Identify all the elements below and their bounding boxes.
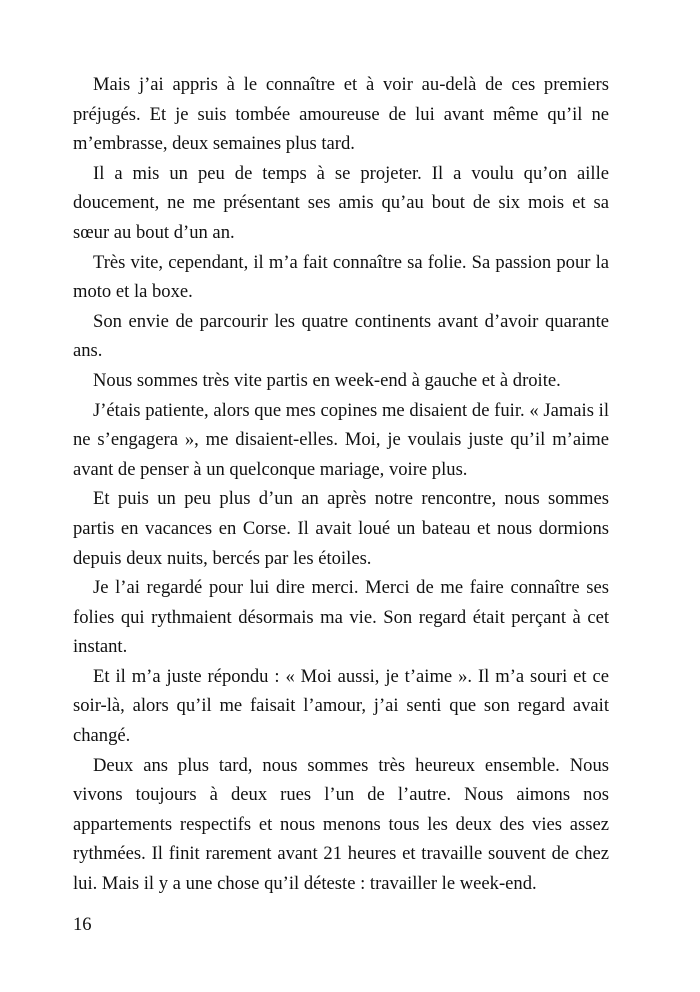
page-body (73, 70, 609, 899)
paragraph: Deux ans plus tard, nous sommes très heureux ensemble. Nous vivons toujours à deux rues l’un de l’autre. Nous aimons nos appartements respectifs et nous menons tous les deux des vies assez rythmées. Il finit rarement avant 21 heures et travaille souvent de chez lui. Mais il y a une chose qu’il déteste : travailler le week-end. (73, 754, 609, 895)
paragraph: Il a mis un peu de temps à se projeter. Il a voulu qu’on aille doucement, ne me présentant ses amis qu’au bout de six mois et sa sœur au bout d’un an. (73, 162, 609, 243)
paragraph: Nous sommes très vite partis en week-end à gauche et à droite. (93, 369, 561, 391)
paragraph: Très vite, cependant, il m’a fait connaître sa folie. Sa passion pour la moto et la boxe. (73, 251, 609, 303)
page-number: 16 (73, 914, 92, 935)
paragraph: Je l’ai regardé pour lui dire merci. Merci de me faire connaître ses folies qui rythmaient désormais ma vie. Son regard était perçant à cet instant. (73, 577, 609, 658)
paragraph: Et il m’a juste répondu : « Moi aussi, je t’aime ». Il m’a souri et ce soir-là, alors qu’il me faisait l’amour, j’ai senti que son regard avait changé. (73, 665, 609, 747)
paragraph: Et puis un peu plus d’un an après notre rencontre, nous sommes partis en vacances en Corse. Il avait loué un bateau et nous dormions depuis deux nuits, bercés par les étoiles. (73, 488, 609, 569)
paragraph: Son envie de parcourir les quatre continents avant d’avoir quarante ans. (73, 310, 609, 362)
paragraph: Mais j’ai appris à le connaître et à voir au-delà de ces premiers préjugés. Et je suis tombée amoureuse de lui avant même qu’il ne m’embrasse, deux semaines plus tard. (73, 74, 609, 155)
paragraph: J’étais patiente, alors que mes copines me disaient de fuir. « Jamais il ne s’engagera », me disaient-elles. Moi, je voulais juste qu’il m’aime avant de penser à un quelconque mariage, voire plus. (73, 399, 609, 480)
